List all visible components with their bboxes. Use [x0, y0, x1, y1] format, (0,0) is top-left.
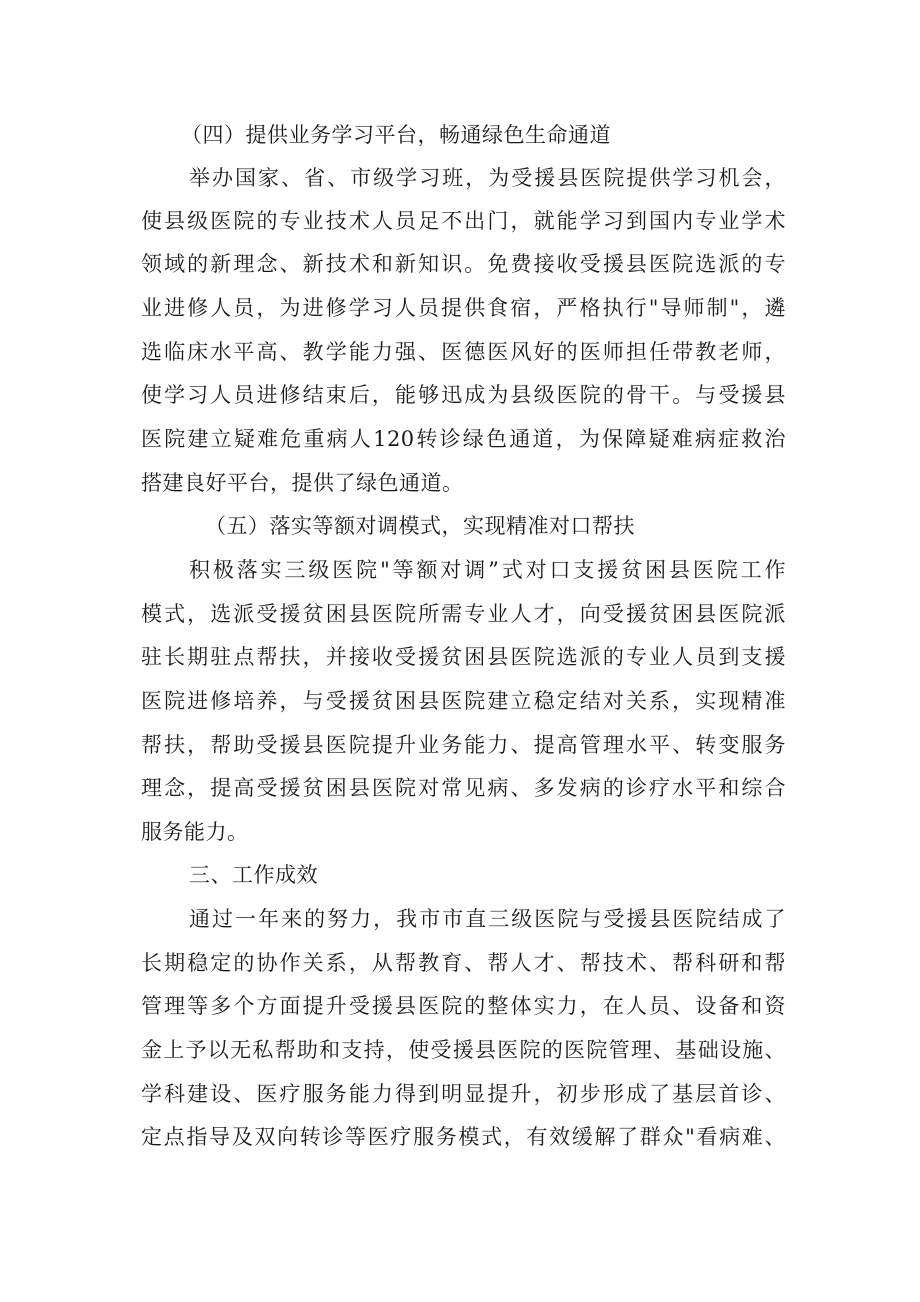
paragraph-line: 金上予以无私帮助和支持，使受援县医院的医院管理、基础设施、	[141, 1038, 786, 1062]
paragraph-line: 驻长期驻点帮扶，并接收受援贫困县医院选派的专业人员到支援	[141, 645, 786, 669]
paragraph-line: 医院进修培养，与受援贫困县医院建立稳定结对关系，实现精准	[141, 689, 786, 713]
paragraph-line: 理念，提高受援贫困县医院对常见病、多发病的诊疗水平和综合	[141, 776, 786, 800]
paragraph-line: 领域的新理念、新技术和新知识。免费接收受援县医院选派的专	[141, 252, 786, 276]
section-heading-5: （五）落实等额对调模式，实现精准对口帮扶	[205, 514, 635, 538]
paragraph-line: 帮扶，帮助受援县医院提升业务能力、提高管理水平、转变服务	[141, 733, 786, 757]
paragraph-line: 通过一年来的努力，我市市直三级医院与受援县医院结成了	[189, 907, 786, 931]
paragraph-line: 使学习人员进修结束后，能够迅成为县级医院的骨干。与受援县	[141, 383, 786, 407]
section-heading-results: 三、工作成效	[189, 863, 318, 887]
paragraph-line: 选临床水平高、教学能力强、医德医风好的医师担任带教老师，	[141, 340, 786, 364]
paragraph-line: 长期稳定的协作关系，从帮教育、帮人才、帮技术、帮科研和帮	[141, 951, 786, 975]
section-heading-4: （四）提供业务学习平台，畅通绿色生命通道	[181, 123, 611, 147]
paragraph-line: 积极落实三级医院"等额对调”式对口支援贫困县医院工作	[189, 558, 786, 582]
paragraph-line: 模式，选派受援贫困县医院所需专业人才，向受援贫困县医院派	[141, 602, 786, 626]
paragraph-line: 使县级医院的专业技术人员足不出门，就能学习到国内专业学术	[141, 209, 786, 233]
paragraph-line: 举办国家、省、市级学习班，为受援县医院提供学习机会，	[189, 166, 786, 190]
paragraph-line: 学科建设、医疗服务能力得到明显提升，初步形成了基层首诊、	[141, 1082, 786, 1106]
paragraph-line: 管理等多个方面提升受援县医院的整体实力，在人员、设备和资	[141, 994, 786, 1018]
paragraph-line: 业进修人员，为进修学习人员提供食宿，严格执行"导师制"，遴	[141, 296, 786, 320]
paragraph-line: 服务能力。	[141, 820, 249, 844]
paragraph-line: 医院建立疑难危重病人120转诊绿色通道，为保障疑难病症救治	[141, 427, 786, 451]
paragraph-line: 定点指导及双向转诊等医疗服务模式，有效缓解了群众"看病难、	[141, 1125, 786, 1149]
paragraph-line: 搭建良好平台，提供了绿色通道。	[141, 471, 464, 495]
